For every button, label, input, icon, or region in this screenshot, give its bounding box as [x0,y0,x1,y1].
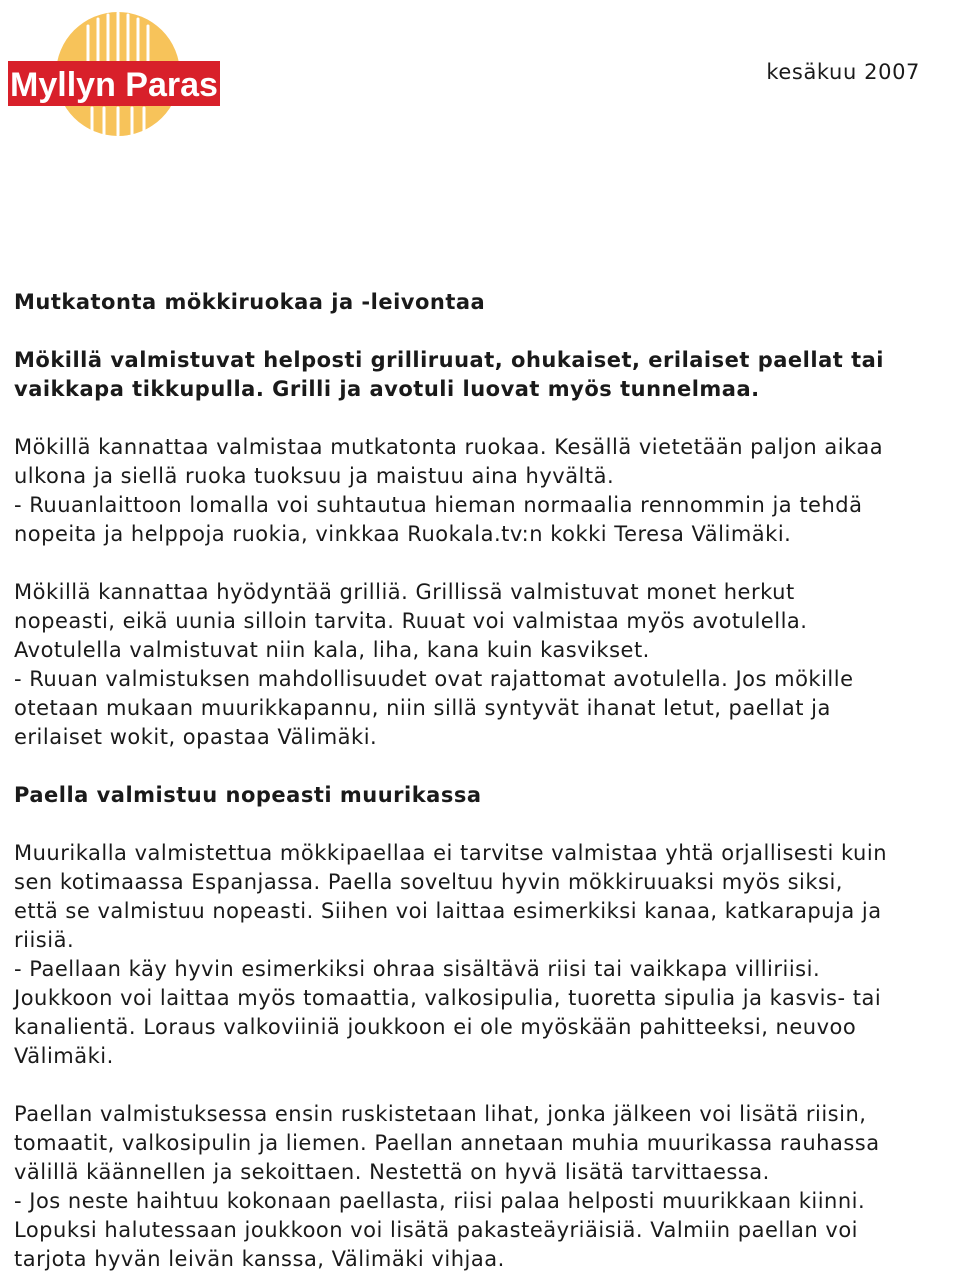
paragraph-line: Välimäki. [14,1044,114,1068]
paragraph-line: Mökillä kannattaa hyödyntää grilliä. Grillissä valmistuvat monet herkut [14,580,795,604]
paragraph-line: - Ruuanlaittoon lomalla voi suhtautua hieman normaalia rennommin ja tehdä [14,493,863,517]
section-heading: Paella valmistuu nopeasti muurikassa [14,783,482,807]
document-date: kesäkuu 2007 [766,60,920,84]
paragraph-line: ulkona ja siellä ruoka tuoksuu ja maistuu aina hyvältä. [14,464,615,488]
paragraph-line: otetaan mukaan muurikkapannu, niin sillä syntyvät ihanat letut, paellat ja [14,696,831,720]
paragraph-line: että se valmistuu nopeasti. Siihen voi laittaa esimerkiksi kanaa, katkarapuja ja [14,899,882,923]
svg-text:Myllyn Paras: Myllyn Paras [10,66,218,104]
paragraph-line: Muurikalla valmistettua mökkipaellaa ei tarvitse valmistaa yhtä orjallisesti kuin [14,841,888,865]
lead-line: Mökillä valmistuvat helposti grilliruuat, ohukaiset, erilaiset paellat tai [14,348,884,372]
paragraph-line: riisiä. [14,928,75,952]
paragraph-line: tomaatit, valkosipulin ja liemen. Paellan annetaan muhia muurikassa rauhassa [14,1131,880,1155]
paragraph-line: Mökillä kannattaa valmistaa mutkatonta ruokaa. Kesällä vietetään paljon aikaa [14,435,884,459]
paragraph-line: - Ruuan valmistuksen mahdollisuudet ovat rajattomat avotulella. Jos mökille [14,667,854,691]
paragraph-line: nopeita ja helppoja ruokia, vinkkaa Ruokala.tv:n kokki Teresa Välimäki. [14,522,792,546]
paragraph-line: - Jos neste haihtuu kokonaan paellasta, riisi palaa helposti muurikkaan kiinni. [14,1189,866,1213]
paragraph-line: välillä käännellen ja sekoittaen. Nestettä on hyvä lisätä tarvittaessa. [14,1160,770,1184]
paragraph-line: erilaiset wokit, opastaa Välimäki. [14,725,378,749]
paragraph-line: Joukkoon voi laittaa myös tomaattia, valkosipulia, tuoretta sipulia ja kasvis- tai [14,986,882,1010]
paragraph-line: Avotulella valmistuvat niin kala, liha, kana kuin kasvikset. [14,638,650,662]
lead-line: vaikkapa tikkupulla. Grilli ja avotuli luovat myös tunnelmaa. [14,377,760,401]
paragraph-line: - Paellaan käy hyvin esimerkiksi ohraa sisältävä riisi tai vaikkapa villiriisi. [14,957,821,981]
paragraph-line: tarjota hyvän leivän kanssa, Välimäki vihjaa. [14,1247,505,1271]
paragraph-line: nopeasti, eikä uunia silloin tarvita. Ruuat voi valmistaa myös avotulella. [14,609,808,633]
paragraph-line: sen kotimaassa Espanjassa. Paella soveltuu hyvin mökkiruuaksi myös siksi, [14,870,843,894]
paragraph-line: kanalientä. Loraus valkoviiniä joukkoon ei ole myöskään pahitteeksi, neuvoo [14,1015,857,1039]
paragraph-line: Paellan valmistuksessa ensin ruskistetaan lihat, jonka jälkeen voi lisätä riisin, [14,1102,867,1126]
article-body [14,288,960,1274]
article-title: Mutkatonta mökkiruokaa ja -leivontaa [14,290,486,314]
paragraph-line: Lopuksi halutessaan joukkoon voi lisätä pakasteäyriäisiä. Valmiin paellan voi [14,1218,859,1242]
myllyn-paras-logo [4,4,220,138]
